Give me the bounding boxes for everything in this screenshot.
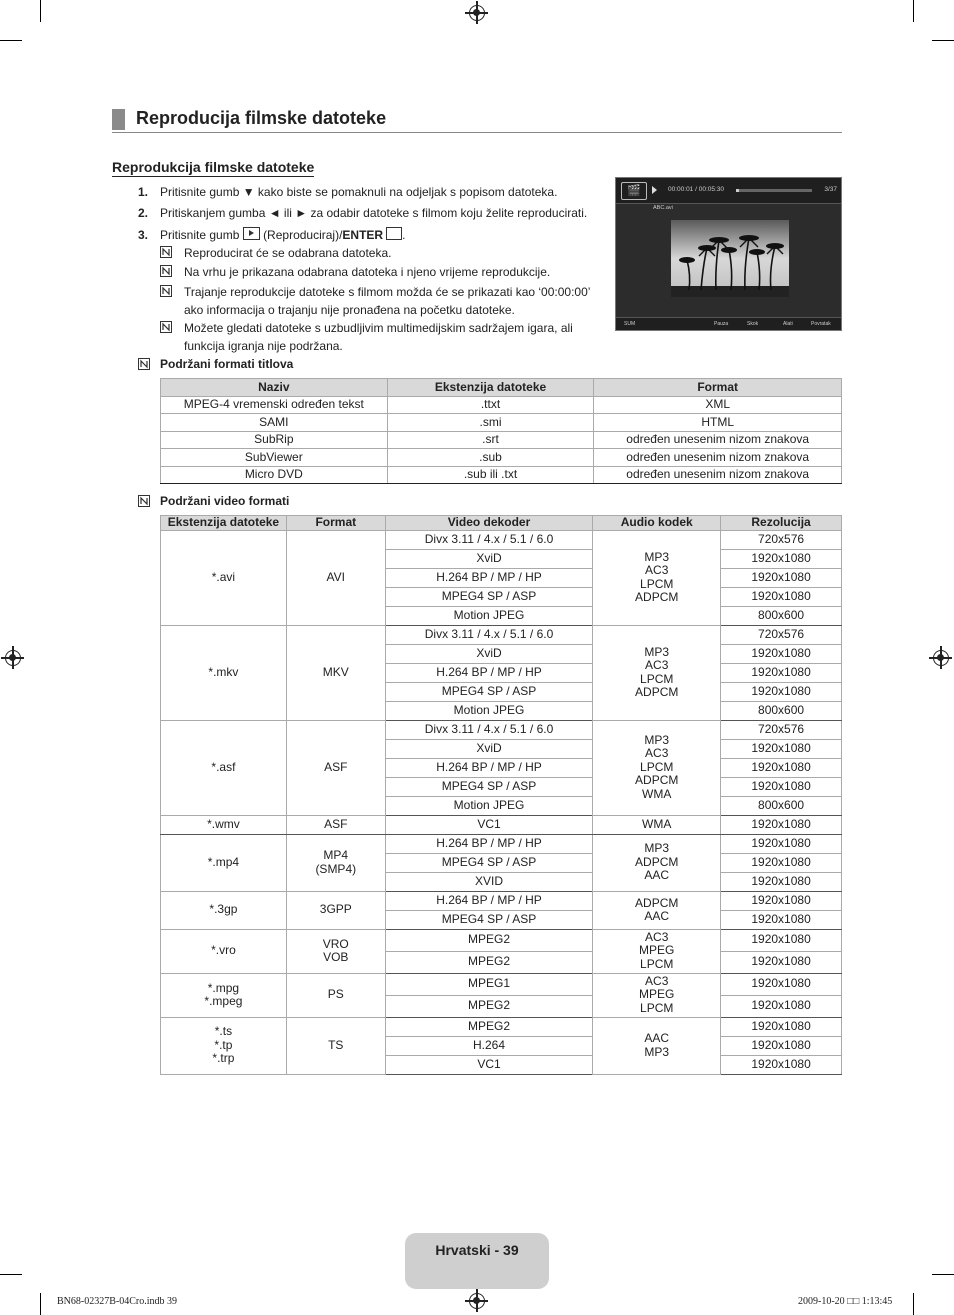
step-text: . [402,228,406,242]
extension-cell: *.ts *.tp *.trp [161,1017,287,1074]
enter-label: ENTER [342,228,384,242]
extension-cell: *.wmv [161,815,287,834]
video-decoder-cell: MPEG4 SP / ASP [385,853,593,872]
play-key-icon [243,227,260,240]
table-cell: XML [594,396,842,414]
step-text: Pritisnite gumb [160,228,240,242]
resolution-cell: 1920x1080 [721,995,842,1017]
audio-codec-cell: WMA [593,815,721,834]
extension-cell: *.mp4 [161,834,287,891]
resolution-cell: 800x600 [721,796,842,815]
note-text: Na vrhu je prikazana odabrana datoteka i njeno vrijeme reprodukcije. [184,265,551,279]
table-row [161,720,842,739]
movie-icon: 🎬 [621,182,647,200]
table-cell: .srt [387,431,594,449]
resolution-cell: 1920x1080 [721,834,842,853]
tv-filename: ABC.avi [653,205,673,211]
sub-title: Reprodukcija filmske datoteke [112,159,315,175]
video-formats-label: Podržani video formati [160,494,290,508]
crop-mark [913,1293,914,1315]
format-cell: PS [286,973,385,1017]
table-cell: MPEG-4 vremenski određen tekst [161,396,388,414]
tv-bottom-left: SUM [624,321,636,327]
print-meta-left: BN68-02327B-04Cro.indb 39 [57,1296,177,1307]
resolution-cell: 1920x1080 [721,815,842,834]
audio-codec-cell: AAC MP3 [593,1017,721,1074]
resolution-cell: 1920x1080 [721,872,842,891]
resolution-cell: 1920x1080 [721,682,842,701]
video-decoder-cell: XviD [385,549,593,568]
table-cell: određen unesenim nizom znakova [594,449,842,467]
table-row [161,815,842,834]
note-icon [160,265,172,277]
table-header-row [161,516,842,531]
column-header: Rezolucija [721,516,842,531]
subtitle-formats-table [160,378,842,484]
column-header: Naziv [161,379,388,397]
step-3 [138,227,405,243]
resolution-cell: 1920x1080 [721,777,842,796]
note-icon [160,285,172,297]
format-cell: 3GPP [286,891,385,929]
resolution-cell: 1920x1080 [721,587,842,606]
resolution-cell: 720x576 [721,720,842,739]
step-text: Pritisnite gumb ▼ kako biste se pomaknuli na odjeljak s popisom datoteka. [160,185,558,199]
note-text: Možete gledati datoteke s uzbudljivim multimedijskim sadržajem igara, ali funkcija igranja nije podržana. [184,321,573,353]
resolution-cell: 1920x1080 [721,973,842,995]
subtitle-formats-heading [138,357,293,371]
step-1 [138,185,557,200]
tv-count: 3/37 [824,186,837,193]
resolution-cell: 1920x1080 [721,663,842,682]
note-icon [160,321,172,333]
video-decoder-cell: Motion JPEG [385,606,593,625]
video-decoder-cell: MPEG4 SP / ASP [385,910,593,929]
table-cell: određen unesenim nizom znakova [594,466,842,484]
extension-cell: *.asf [161,720,287,815]
table-cell: SubViewer [161,449,388,467]
audio-codec-cell: AC3 MPEG LPCM [593,973,721,1017]
video-decoder-cell: MPEG4 SP / ASP [385,682,593,701]
video-decoder-cell: H.264 BP / MP / HP [385,758,593,777]
resolution-cell: 1920x1080 [721,644,842,663]
table-cell: HTML [594,414,842,432]
step-number: 2. [138,206,149,220]
resolution-cell: 1920x1080 [721,910,842,929]
extension-cell: *.mkv [161,625,287,720]
table-row [161,530,842,549]
crop-mark [913,0,914,22]
audio-codec-cell: MP3 ADPCM AAC [593,834,721,891]
format-cell: ASF [286,815,385,834]
table-cell: Micro DVD [161,466,388,484]
video-decoder-cell: Divx 3.11 / 4.x / 5.1 / 6.0 [385,530,593,549]
format-cell: MKV [286,625,385,720]
table-row [161,973,842,995]
audio-codec-cell: MP3 AC3 LPCM ADPCM WMA [593,720,721,815]
crop-mark [0,40,22,41]
format-cell: TS [286,1017,385,1074]
video-formats-table [160,515,842,1075]
crop-mark [0,1274,22,1275]
video-formats-heading [138,494,289,508]
resolution-cell: 1920x1080 [721,1017,842,1036]
crop-mark [40,0,41,22]
table-row [161,929,842,951]
note-icon [138,358,150,370]
play-icon [652,186,657,194]
video-decoder-cell: Motion JPEG [385,701,593,720]
tv-hint-pause: Pauza [714,321,729,327]
section-title [112,108,842,133]
audio-codec-cell: ADPCM AAC [593,891,721,929]
format-cell: MP4 (SMP4) [286,834,385,891]
note-item [160,264,600,282]
resolution-cell: 1920x1080 [721,853,842,872]
resolution-cell: 720x576 [721,625,842,644]
table-cell: određen unesenim nizom znakova [594,431,842,449]
step-2 [138,206,587,221]
video-decoder-cell: Divx 3.11 / 4.x / 5.1 / 6.0 [385,625,593,644]
video-decoder-cell: MPEG2 [385,951,593,973]
extension-cell: *.vro [161,929,287,973]
table-cell: .smi [387,414,594,432]
table-row [161,466,842,484]
video-decoder-cell: MPEG4 SP / ASP [385,587,593,606]
tv-progress-bar [736,189,812,192]
page-number: Hrvatski - 39 [435,1242,519,1258]
video-decoder-cell: MPEG4 SP / ASP [385,777,593,796]
note-item [160,284,600,319]
step-text: Pritiskanjem gumba ◄ ili ► za odabir datoteke s filmom koju želite reproducirati. [160,206,588,220]
video-decoder-cell: Motion JPEG [385,796,593,815]
table-row [161,396,842,414]
video-decoder-cell: VC1 [385,815,593,834]
resolution-cell: 720x576 [721,530,842,549]
resolution-cell: 1920x1080 [721,758,842,777]
table-row [161,431,842,449]
column-header: Format [286,516,385,531]
video-decoder-cell: VC1 [385,1055,593,1074]
audio-codec-cell: MP3 AC3 LPCM ADPCM [593,625,721,720]
table-row [161,625,842,644]
tv-top-bar [616,178,841,204]
crop-mark [40,1293,41,1315]
resolution-cell: 800x600 [721,606,842,625]
video-decoder-cell: MPEG1 [385,973,593,995]
format-cell: AVI [286,530,385,625]
extension-cell: *.avi [161,530,287,625]
note-text: Trajanje reprodukcije datoteke s filmom možda će se prikazati kao ‘00:00:00’ ako informacija o trajanju nije pronađena na početku datoteke. [184,285,590,317]
video-decoder-cell: XviD [385,739,593,758]
resolution-cell: 1920x1080 [721,739,842,758]
tv-progress-thumb [736,189,739,192]
table-row [161,449,842,467]
video-decoder-cell: H.264 BP / MP / HP [385,663,593,682]
enter-key-icon [386,227,402,240]
palm-trees-picture [671,220,789,297]
table-cell: .sub ili .txt [387,466,594,484]
column-header: Ekstenzija datoteke [387,379,594,397]
note-item [160,320,600,355]
resolution-cell: 1920x1080 [721,951,842,973]
tv-hint-tools: Alati [783,321,793,327]
column-header: Audio kodek [593,516,721,531]
column-header: Video dekoder [385,516,593,531]
registration-mark-icon [469,5,485,21]
resolution-cell: 1920x1080 [721,549,842,568]
tv-bottom-bar [616,317,841,330]
resolution-cell: 1920x1080 [721,1055,842,1074]
column-header: Format [594,379,842,397]
resolution-cell: 1920x1080 [721,568,842,587]
tv-screen-illustration [615,177,842,331]
table-cell: .ttxt [387,396,594,414]
audio-codec-cell: AC3 MPEG LPCM [593,929,721,973]
table-row [161,891,842,910]
video-decoder-cell: MPEG2 [385,995,593,1017]
video-decoder-cell: XviD [385,644,593,663]
format-cell: ASF [286,720,385,815]
table-cell: SubRip [161,431,388,449]
table-header-row [161,379,842,397]
resolution-cell: 800x600 [721,701,842,720]
step-text: (Reproduciraj)/ [263,228,343,242]
audio-codec-cell: MP3 AC3 LPCM ADPCM [593,530,721,625]
note-icon [138,495,150,507]
table-row [161,414,842,432]
subtitle-formats-label: Podržani formati titlova [160,357,294,371]
resolution-cell: 1920x1080 [721,929,842,951]
table-cell: SAMI [161,414,388,432]
tv-hint-skip: Skok [747,321,759,327]
note-text: Reproducirat će se odabrana datoteka. [184,246,392,260]
format-cell: VRO VOB [286,929,385,973]
table-row [161,1017,842,1036]
note-icon [160,246,172,258]
crop-mark [932,40,954,41]
section-title-bar [112,109,125,130]
crop-mark [932,1274,954,1275]
video-decoder-cell: MPEG2 [385,1017,593,1036]
print-meta-right: 2009-10-20 □□ 1:13:45 [798,1296,893,1307]
registration-mark-icon [5,650,21,666]
resolution-cell: 1920x1080 [721,891,842,910]
resolution-cell: 1920x1080 [721,1036,842,1055]
registration-mark-icon [933,650,949,666]
video-decoder-cell: XVID [385,872,593,891]
video-decoder-cell: H.264 [385,1036,593,1055]
column-header: Ekstenzija datoteke [161,516,287,531]
video-decoder-cell: MPEG2 [385,929,593,951]
tv-time: 00:00:01 / 00:05:30 [668,186,725,193]
table-cell: .sub [387,449,594,467]
video-decoder-cell: H.264 BP / MP / HP [385,891,593,910]
section-title-text: Reproducija filmske datoteke [136,108,387,128]
table-row [161,834,842,853]
video-decoder-cell: H.264 BP / MP / HP [385,834,593,853]
registration-mark-icon [469,1293,485,1309]
video-decoder-cell: H.264 BP / MP / HP [385,568,593,587]
step-number: 1. [138,185,149,199]
video-decoder-cell: Divx 3.11 / 4.x / 5.1 / 6.0 [385,720,593,739]
note-item [160,245,600,263]
tv-hint-return: Povratak [811,321,831,327]
extension-cell: *.3gp [161,891,287,929]
step-number: 3. [138,228,149,242]
extension-cell: *.mpg *.mpeg [161,973,287,1017]
